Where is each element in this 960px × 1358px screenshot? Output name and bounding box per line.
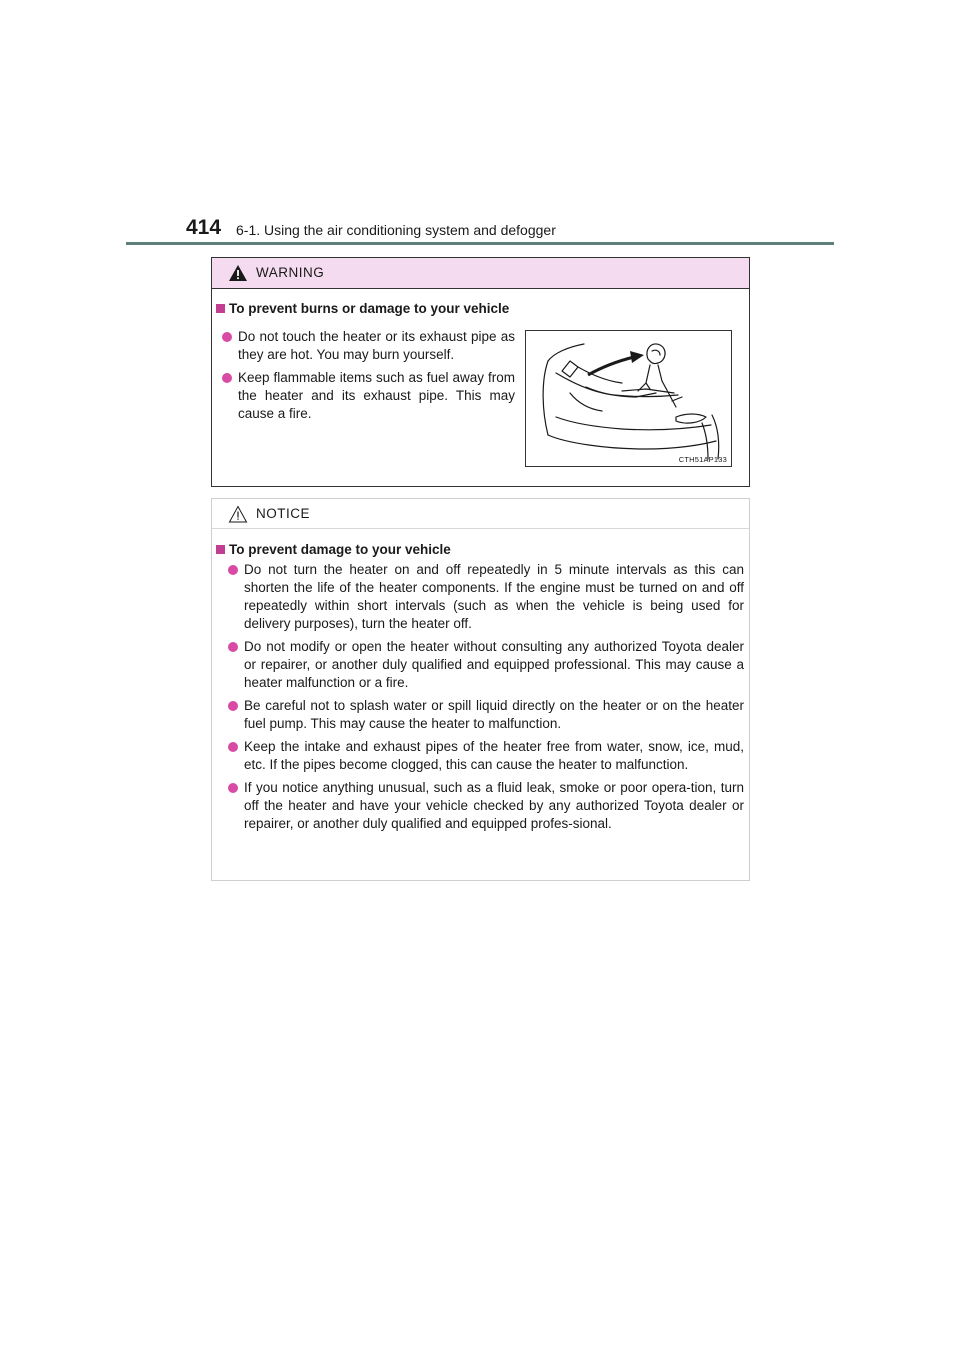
car-front-drawing — [526, 331, 731, 466]
circle-bullet-icon — [228, 642, 238, 652]
circle-bullet-icon — [228, 783, 238, 793]
notice-bullet-list — [228, 561, 744, 838]
list-item: Keep the intake and exhaust pipes of the heater free from water, snow, ice, mud, etc. If the pipes become clogged, this can cause the heater to malfunction. — [228, 738, 744, 774]
warning-triangle-icon — [228, 264, 248, 282]
notice-subheading: To prevent damage to your vehicle — [216, 542, 451, 557]
notice-label: NOTICE — [256, 506, 311, 521]
list-item: Do not modify or open the heater without consulting any authorized Toyota dealer or repairer, or another duly qualified and equipped professional. This may cause a heater malfunction or a fire. — [228, 638, 744, 692]
list-item: If you notice anything unusual, such as a fluid leak, smoke or poor opera-tion, turn off the heater and have your vehicle checked by any authorized Toyota dealer or repairer, or another duly qualified and equipped profes-sional. — [228, 779, 744, 833]
heater-illustration — [525, 330, 732, 467]
list-item: Do not touch the heater or its exhaust pipe as they are hot. You may burn yourself. — [222, 328, 515, 364]
warning-bullet-list — [222, 328, 515, 428]
section-title: 6-1. Using the air conditioning system and defogger — [236, 222, 556, 238]
circle-bullet-icon — [222, 332, 232, 342]
square-bullet-icon — [216, 545, 225, 554]
page-number: 414 — [186, 216, 222, 239]
circle-bullet-icon — [222, 373, 232, 383]
list-item: Be careful not to splash water or spill liquid directly on the heater or on the heater fuel pump. This may cause the heater to malfunction. — [228, 697, 744, 733]
header-rule — [126, 242, 834, 245]
list-item: Keep flammable items such as fuel away from the heater and its exhaust pipe. This may cause a fire. — [222, 369, 515, 423]
warning-header — [212, 258, 749, 289]
circle-bullet-icon — [228, 742, 238, 752]
square-bullet-icon — [216, 304, 225, 313]
circle-bullet-icon — [228, 565, 238, 575]
circle-bullet-icon — [228, 701, 238, 711]
caution-triangle-icon — [228, 505, 248, 523]
illustration-code: CTH51AP133 — [678, 455, 727, 464]
notice-header — [212, 499, 749, 529]
warning-label: WARNING — [256, 265, 325, 280]
warning-subheading: To prevent burns or damage to your vehicle — [216, 301, 509, 316]
list-item: Do not turn the heater on and off repeatedly in 5 minute intervals as this can shorten the life of the heater components. If the engine must be turned on and off repeatedly within short intervals (such as when the vehicle is being used for delivery purposes), turn the heater off. — [228, 561, 744, 633]
